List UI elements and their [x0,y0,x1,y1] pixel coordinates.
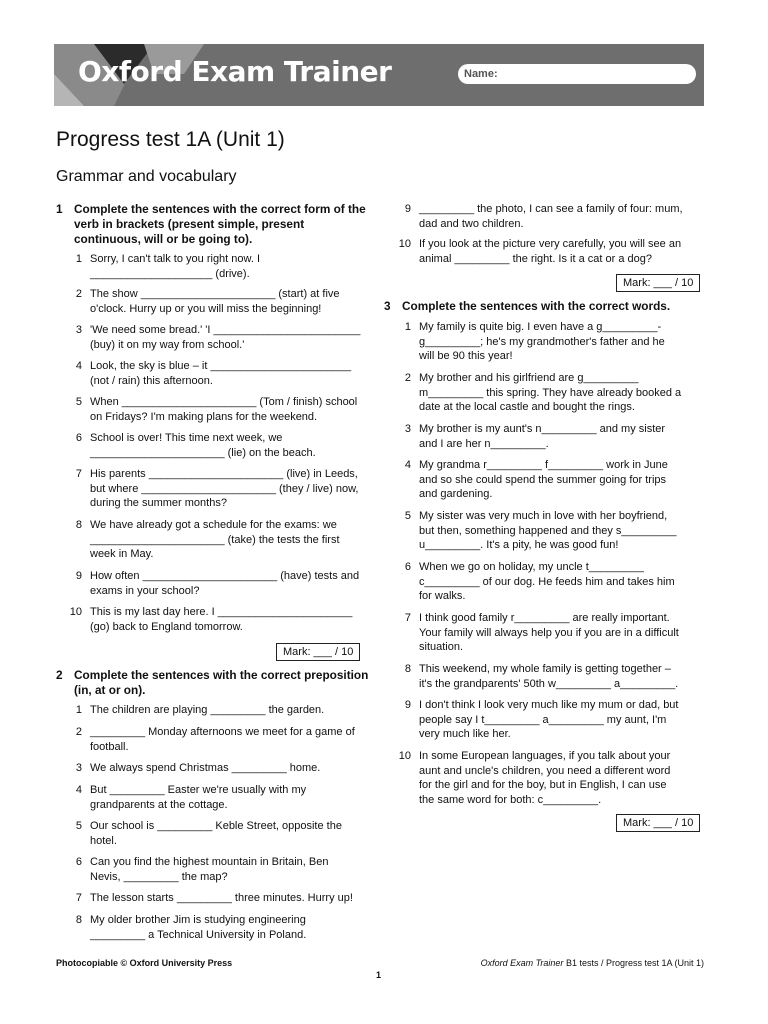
item-text: The show ______________________ (start) at five o'clock. Hurry up or you will miss the beginning! [90,288,340,315]
item-number: 4 [75,784,82,796]
item-number: 8 [75,519,82,531]
item-text: My brother is my aunt's n_________ and my sister and I are her n_________. [419,423,666,450]
brand-title: Oxford Exam Trainer [78,55,392,88]
item-number: 6 [75,856,82,868]
section-title: Grammar and vocabulary [56,168,237,185]
item-number: 7 [404,612,411,624]
item-text: My brother and his girlfriend are g_________ m_________ this spring. They have already booked a date at the local castle and bought the rings. [419,372,682,413]
item-text: This is my last day here. I ______________________ (go) back to England tomorrow. [90,606,353,633]
exercise-3-mark: Mark: ___ / 10 [616,814,700,832]
item-text: School is over! This time next week, we ______________________ (lie) on the beach. [90,432,316,459]
item-number: 7 [75,468,82,480]
item-text: We have already got a schedule for the exams: we ______________________ (take) the tests the first week in May. [90,519,340,560]
item-text: How often ______________________ (have) tests and exams in your school? [90,570,360,597]
item-text: Sorry, I can't talk to you right now. I ____________________ (drive). [90,253,261,280]
page-number: 1 [376,970,382,980]
item-text: But _________ Easter we're usually with my grandparents at the cottage. [90,784,307,811]
exercise-2-mark: Mark: ___ / 10 [616,274,700,292]
footer-copyright: Photocopiable © Oxford University Press [56,958,233,968]
item-number: 7 [75,892,82,904]
footer-brand: Oxford Exam Trainer [480,958,564,968]
item-number: 2 [75,726,82,738]
item-number: 10 [69,606,82,618]
item-text: When we go on holiday, my uncle t_________ c_________ of our dog. He feeds him and takes him for walks. [419,561,675,602]
item-number: 9 [404,699,411,711]
item-number: 6 [404,561,411,573]
item-number: 5 [404,510,411,522]
item-text: _________ the photo, I can see a family of four: mum, dad and two children. [419,203,683,230]
page-title: Progress test 1A (Unit 1) [56,128,285,151]
item-text: The children are playing _________ the garden. [90,704,325,716]
item-number: 4 [75,360,82,372]
exercise-1-mark: Mark: ___ / 10 [276,643,360,661]
item-number: 5 [75,820,82,832]
item-number: 6 [75,432,82,444]
exercise-2-items-right [395,202,705,265]
item-number: 2 [75,288,82,300]
item-number: 8 [75,914,82,926]
item-text: When ______________________ (Tom / finish) school on Fridays? I'm making plans for the weekend. [90,396,358,423]
item-text: If you look at the picture very carefully, you will see an animal _________ the right. Is it a cat or a dog? [419,238,682,265]
exercise-instruction: Complete the sentences with the correct form of the verb in brackets (present simple, present continuous, will or be going to). [74,202,366,246]
item-number: 4 [404,459,411,471]
item-text: My family is quite big. I even have a g_________- g_________; he's my grandmother's father and he will be 90 this year! [419,321,665,362]
item-text: I think good family r_________ are really important. Your family will always help you if you are in a difficult situation. [419,612,679,653]
item-number: 1 [75,704,82,716]
item-text: My sister was very much in love with her boyfriend, but then, something happened and they s_________ u_________. It's a pity, he was good fun! [419,510,677,551]
item-text: Look, the sky is blue – it _______________________ (not / rain) this afternoon. [90,360,352,387]
exercise-number: 3 [384,299,391,313]
item-text: I don't think I look very much like my mum or dad, but people say I t_________ a_________ my aunt, I'm very much like her. [419,699,679,740]
footer-test-name: B1 tests / Progress test 1A (Unit 1) [563,958,704,968]
item-number: 9 [75,570,82,582]
item-text: Can you find the highest mountain in Britain, Ben Nevis, _________ the map? [90,856,329,883]
item-number: 10 [398,238,411,250]
item-number: 3 [404,423,411,435]
exercise-number: 2 [56,668,63,682]
item-number: 2 [404,372,411,384]
header-banner [54,44,704,106]
exercise-1-items [66,252,378,632]
item-text: In some European languages, if you talk about your aunt and uncle's children, you need a different word for the girl and for the boy, but in English, I can use the same word for both: c_________. [419,750,671,806]
name-label: Name: [464,68,498,80]
item-number: 3 [75,762,82,774]
item-text: We always spend Christmas _________ home. [90,762,321,774]
exercise-number: 1 [56,202,63,216]
exercise-3-items [395,320,707,810]
item-text: My older brother Jim is studying engineering _________ a Technical University in Poland. [90,914,307,941]
item-text: The lesson starts _________ three minutes. Hurry up! [90,892,353,904]
item-text: _________ Monday afternoons we meet for a game of football. [90,726,355,753]
item-number: 10 [398,750,411,762]
item-text: Our school is _________ Keble Street, opposite the hotel. [90,820,342,847]
exercise-instruction: Complete the sentences with the correct preposition (in, at or on). [74,668,369,697]
item-text: This weekend, my whole family is getting together – it's the grandparents' 50th w_________ a_________. [419,663,679,690]
exercise-2-items-left [66,703,378,943]
name-field[interactable] [458,64,696,84]
item-number: 5 [75,396,82,408]
item-number: 8 [404,663,411,675]
item-number: 3 [75,324,82,336]
item-number: 9 [404,203,411,215]
exercise-instruction: Complete the sentences with the correct words. [402,299,671,313]
item-text: My grandma r_________ f_________ work in June and so she could spend the summer going for trips and gardening. [419,459,668,500]
footer-reference [481,958,704,968]
item-text: His parents ______________________ (live) in Leeds, but where ______________________ (they / live) now, during the summer months? [90,468,359,509]
item-text: 'We need some bread.' 'I ________________________ (buy) it on my way from school.' [90,324,361,351]
item-number: 1 [404,321,411,333]
item-number: 1 [75,253,82,265]
